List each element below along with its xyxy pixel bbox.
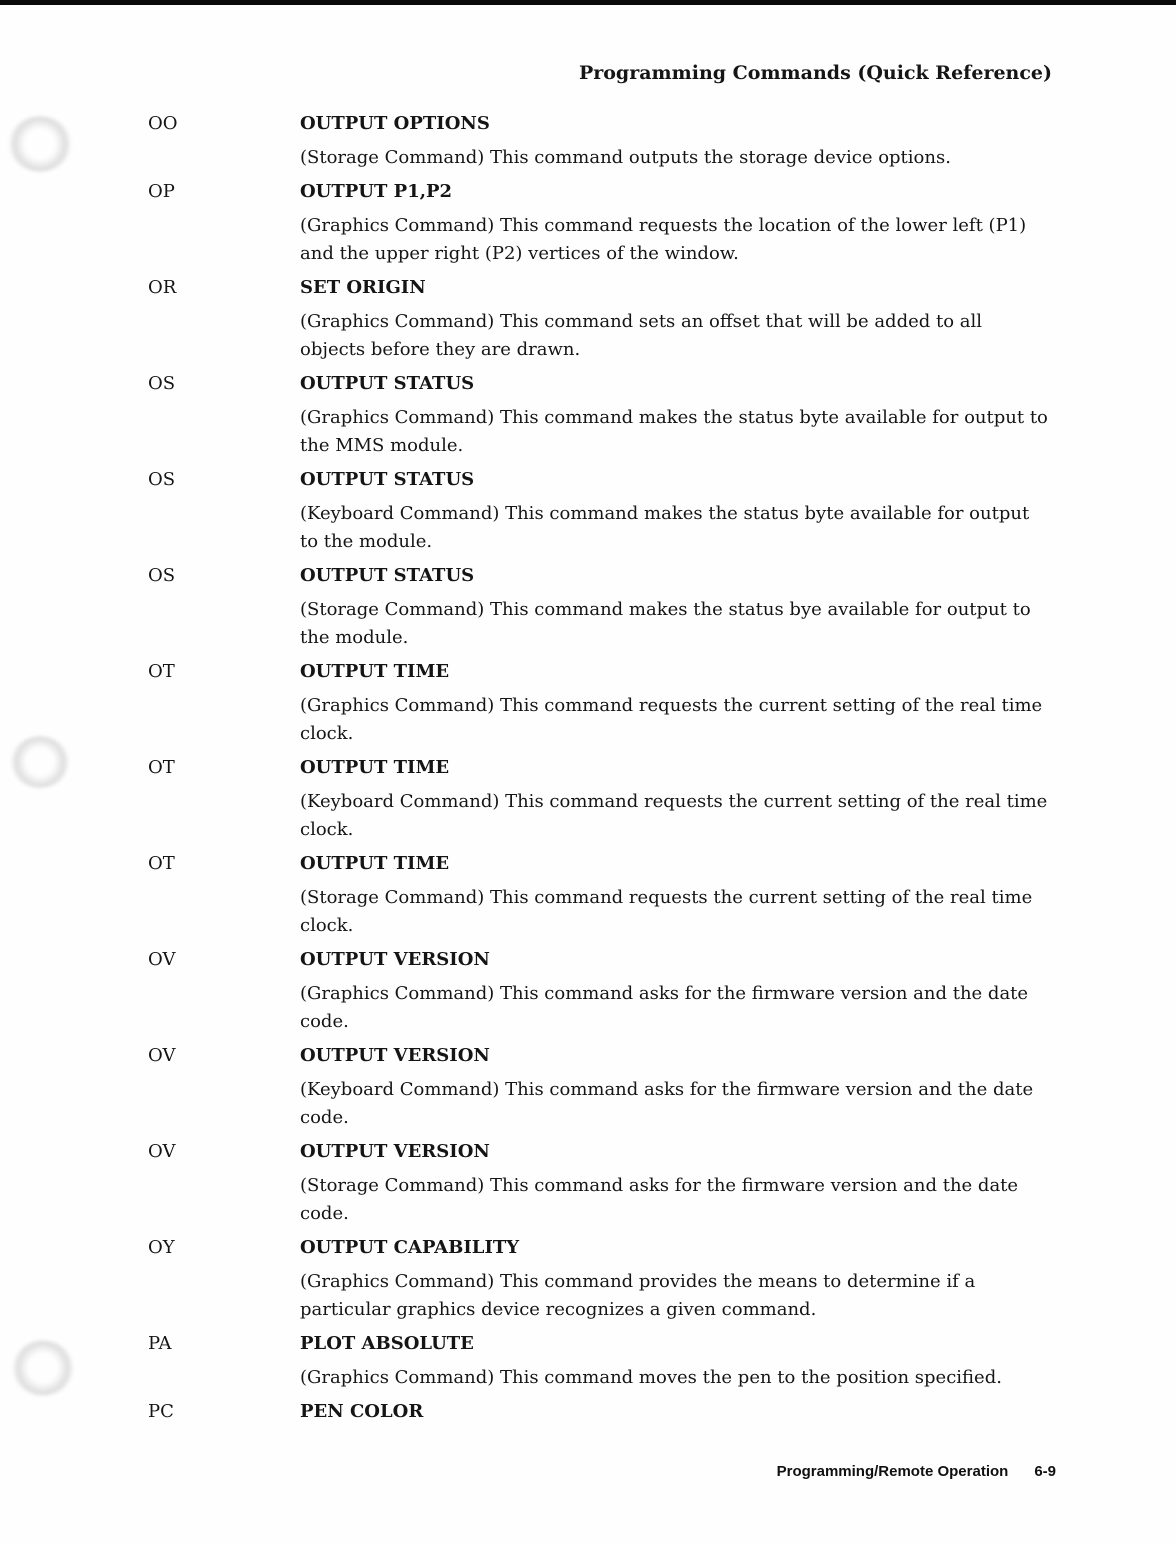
command-title: OUTPUT STATUS: [300, 469, 475, 490]
command-code: OS: [148, 469, 176, 490]
command-entry: [0, 658, 1052, 748]
command-code: OR: [148, 277, 177, 298]
command-code: OT: [148, 853, 175, 874]
command-title: OUTPUT CAPABILITY: [300, 1237, 520, 1258]
command-description: (Graphics Command) This command asks for the firmware version and the date code.: [300, 983, 1029, 1032]
command-title: OUTPUT STATUS: [300, 565, 475, 586]
command-title: OUTPUT VERSION: [300, 949, 490, 970]
command-description: (Graphics Command) This command sets an offset that will be added to all objects before they are drawn.: [300, 311, 983, 360]
command-entry: [0, 754, 1052, 844]
command-code: OT: [148, 757, 175, 778]
command-entry: [0, 1398, 1052, 1426]
command-code: OP: [148, 181, 175, 202]
command-code: PC: [148, 1401, 174, 1422]
command-code: OO: [148, 113, 178, 134]
command-description: (Graphics Command) This command moves the pen to the position specified.: [300, 1367, 1002, 1388]
page-header: Programming Commands (Quick Reference): [578, 62, 1052, 84]
command-code: OV: [148, 1141, 176, 1162]
command-entry: [0, 110, 1052, 172]
command-code: OV: [148, 1045, 176, 1066]
footer-page-number: 6-9: [1034, 1463, 1056, 1480]
command-title: OUTPUT TIME: [300, 661, 450, 682]
command-description: (Keyboard Command) This command asks for the firmware version and the date code.: [300, 1079, 1034, 1128]
command-code: OT: [148, 661, 175, 682]
command-title: OUTPUT STATUS: [300, 373, 475, 394]
command-entry: [0, 178, 1052, 268]
command-code: PA: [148, 1333, 172, 1354]
command-reference-list: [0, 110, 1052, 1426]
command-description: (Graphics Command) This command makes the status byte available for output to the MMS module.: [300, 407, 1048, 456]
command-entry: [0, 466, 1052, 556]
command-title: SET ORIGIN: [300, 277, 426, 298]
command-title: OUTPUT P1,P2: [300, 181, 453, 202]
command-title: OUTPUT OPTIONS: [300, 113, 490, 134]
command-code: OY: [148, 1237, 175, 1258]
command-description: (Storage Command) This command outputs the storage device options.: [300, 147, 951, 168]
command-description: (Storage Command) This command requests the current setting of the real time clock.: [300, 887, 1033, 936]
command-entry: [0, 562, 1052, 652]
command-title: PLOT ABSOLUTE: [300, 1333, 474, 1354]
command-title: OUTPUT VERSION: [300, 1045, 490, 1066]
command-title: PEN COLOR: [300, 1401, 424, 1422]
command-entry: [0, 370, 1052, 460]
command-entry: [0, 274, 1052, 364]
command-code: OV: [148, 949, 176, 970]
command-title: OUTPUT TIME: [300, 853, 450, 874]
command-entry: [0, 1330, 1052, 1392]
command-title: OUTPUT VERSION: [300, 1141, 490, 1162]
page-footer: [777, 1463, 1056, 1480]
footer-section-title: Programming/Remote Operation: [776, 1463, 1009, 1480]
command-description: (Keyboard Command) This command requests the current setting of the real time clock.: [300, 791, 1048, 840]
command-code: OS: [148, 565, 176, 586]
command-code: OS: [148, 373, 176, 394]
command-entry: [0, 1234, 1052, 1324]
command-entry: [0, 850, 1052, 940]
command-description: (Graphics Command) This command provides the means to determine if a particular graphics device recognizes a given command.: [300, 1271, 976, 1320]
command-description: (Keyboard Command) This command makes the status byte available for output to the module.: [300, 503, 1030, 552]
command-title: OUTPUT TIME: [300, 757, 450, 778]
command-description: (Storage Command) This command asks for the firmware version and the date code.: [300, 1175, 1019, 1224]
command-description: (Storage Command) This command makes the status bye available for output to the module.: [300, 599, 1031, 648]
command-description: (Graphics Command) This command requests the location of the lower left (P1) and the upper right (P2) vertices of the window.: [300, 215, 1027, 264]
command-entry: [0, 946, 1052, 1036]
command-entry: [0, 1138, 1052, 1228]
command-entry: [0, 1042, 1052, 1132]
command-description: (Graphics Command) This command requests the current setting of the real time clock.: [300, 695, 1043, 744]
